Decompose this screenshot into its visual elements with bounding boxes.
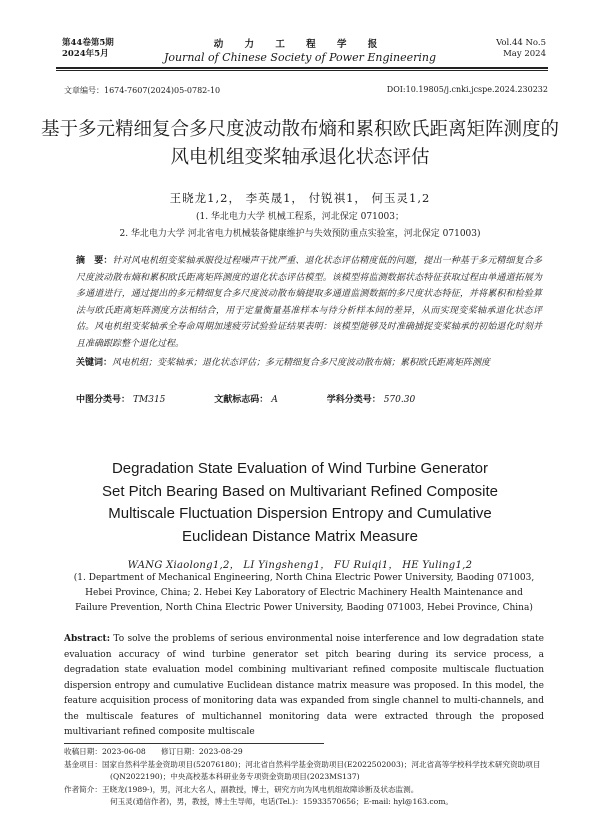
affiliation-cn-1: (1. 华北电力大学 机械工程系，河北保定 071003；: [195, 212, 405, 222]
classification-row: [76, 392, 461, 405]
abstract-en: [64, 632, 544, 741]
header-volume: [496, 38, 546, 60]
footnote-funding: 基金项目：国家自然科学基金资助项目(52076180)；河北省自然科学基金资助项目(E2022502003)；河北省高等学校科学技术研究资助项目: [64, 759, 541, 769]
header-date-cn: 2024年5月: [62, 49, 109, 59]
subject-value: 570.30: [383, 395, 416, 405]
doi[interactable]: DOI:10.19805/j.cnki.jcspe.2024.230232: [386, 85, 548, 94]
title-en-line: Euclidean Distance Matrix Measure: [182, 527, 418, 545]
title-cn: 基于多元精细复合多尺度波动散布熵和累积欧氏距离矩阵测度的风电机组变桨轴承退化状态评估: [40, 119, 559, 168]
article-number: 文章编号：1674-7607(2024)05-0782-10: [64, 86, 221, 95]
keywords-cn-text: 风电机组；变桨轴承；退化状态评估；多元精细复合多尺度波动散布熵；累积欧氏距离矩阵测度: [112, 358, 491, 368]
footnote-rule: [64, 743, 324, 744]
footnote-author: 作者简介：王晓龙(1989-)，男，河北大名人，副教授，博士，研究方向为风电机组故障诊断及状态监测。: [64, 784, 419, 794]
header-rule-thick: [56, 67, 548, 69]
header-issue: [62, 38, 114, 60]
authors-cn: 王晓龙1,2， 李英晟1， 付锐祺1， 何玉灵1,2: [169, 191, 431, 205]
affiliations-en: [64, 571, 544, 616]
affiliation-en-line: Failure Prevention, North China Electric Power University, Baoding 071003, Hebei Province, China): [75, 603, 533, 613]
footnote-corresponding: 何玉灵(通信作者)，男，教授，博士生导师，电话(Tel.)：15933570656；E-mail: hyl@163.com。: [110, 797, 453, 806]
title-en-line: Degradation State Evaluation of Wind Turbine Generator: [111, 460, 489, 477]
header-journal: [150, 36, 450, 64]
clc-label: 中图分类号：: [76, 395, 131, 405]
footnote-funding-cont: (QN2022190)；中央高校基本科研业务专项资金资助项目(2023MS137): [110, 772, 360, 781]
doc-code-label: 文献标志码：: [214, 395, 269, 405]
affiliation-cn-2: 2. 华北电力大学 河北省电力机械装备健康维护与失效预防重点实验室，河北保定 071003): [119, 229, 481, 239]
keywords-cn-label: 关键词：: [76, 358, 113, 368]
affiliation-en-line: Hebei Province, China; 2. Hebei Key Laboratory of Electric Machinery Health Maintenance and: [85, 588, 523, 598]
journal-name-cn: 动 力 工 程 学 报: [213, 39, 387, 50]
keywords-cn: [76, 355, 542, 371]
header-date-en: May 2024: [503, 49, 546, 59]
abstract-cn: [76, 253, 542, 352]
doc-code-value: A: [271, 395, 278, 405]
abstract-cn-label: 摘 要：: [76, 256, 113, 266]
authors-en: WANG Xiaolong1,2， LI Yingsheng1， FU Ruiqi1， HE Yuling1,2: [127, 560, 473, 571]
abstract-en-text: To solve the problems of serious environmental noise interference and low degradation state evaluation accuracy of wind turbine generator set pitch bearing during its service process, a degradation state evaluation model combining multivariant refined composite multiscale fluctuation dispersion entropy and cumulative Euclidean distance matrix measure was proposed. In this model, the feature acquisition process of monitoring data was expanded from single channel to multi-channels, and the multiscale features of multichannel monitoring data were extracted through the proposed multivariant refined composite multiscale: [64, 634, 544, 737]
title-en-line: Set Pitch Bearing Based on Multivariant Refined Composite: [101, 482, 499, 500]
header-issue-cn: 第44卷第5期: [62, 38, 114, 48]
clc-value: TM315: [133, 395, 166, 405]
title-en: [40, 458, 560, 548]
abstract-cn-text: 针对风电机组变桨轴承服役过程噪声干扰严重、退化状态评估精度低的问题，提出一种基于多元精细复合多尺度波动散布熵和累积欧氏距离矩阵测度的退化状态评估模型。该模型将监测数据状态特征获取过程由单通道拓展为多通道进行，通过提出的多元精细复合多尺度波动散布熵提取多通道监测数据的多尺度状态特征，并将累积和检验算法与欧氏距离矩阵测度方法相结合，用于定量衡量基准样本与待分析样本间的差异，从而实现变桨轴承退化状态评估。风电机组变桨轴承全寿命周期加速疲劳试验验证结果表明：该模型能够及时准确捕捉变桨轴承的初始退化时刻并且准确跟踪整个退化过程。: [76, 256, 542, 349]
header-rule-thin: [56, 70, 548, 71]
footnotes: [64, 746, 544, 809]
footnote-received: 收稿日期：2023-06-08 修订日期：2023-08-29: [64, 747, 243, 756]
header-volume-en: Vol.44 No.5: [496, 38, 546, 48]
abstract-en-label: Abstract:: [64, 634, 111, 644]
affiliation-en-line: (1. Department of Mechanical Engineering, North China Electric Power University, Baoding 071003,: [73, 573, 535, 583]
title-en-line: Multiscale Fluctuation Dispersion Entropy and Cumulative: [108, 505, 492, 522]
subject-label: 学科分类号：: [326, 395, 381, 405]
journal-name-en: Journal of Chinese Society of Power Engineering: [163, 51, 437, 64]
